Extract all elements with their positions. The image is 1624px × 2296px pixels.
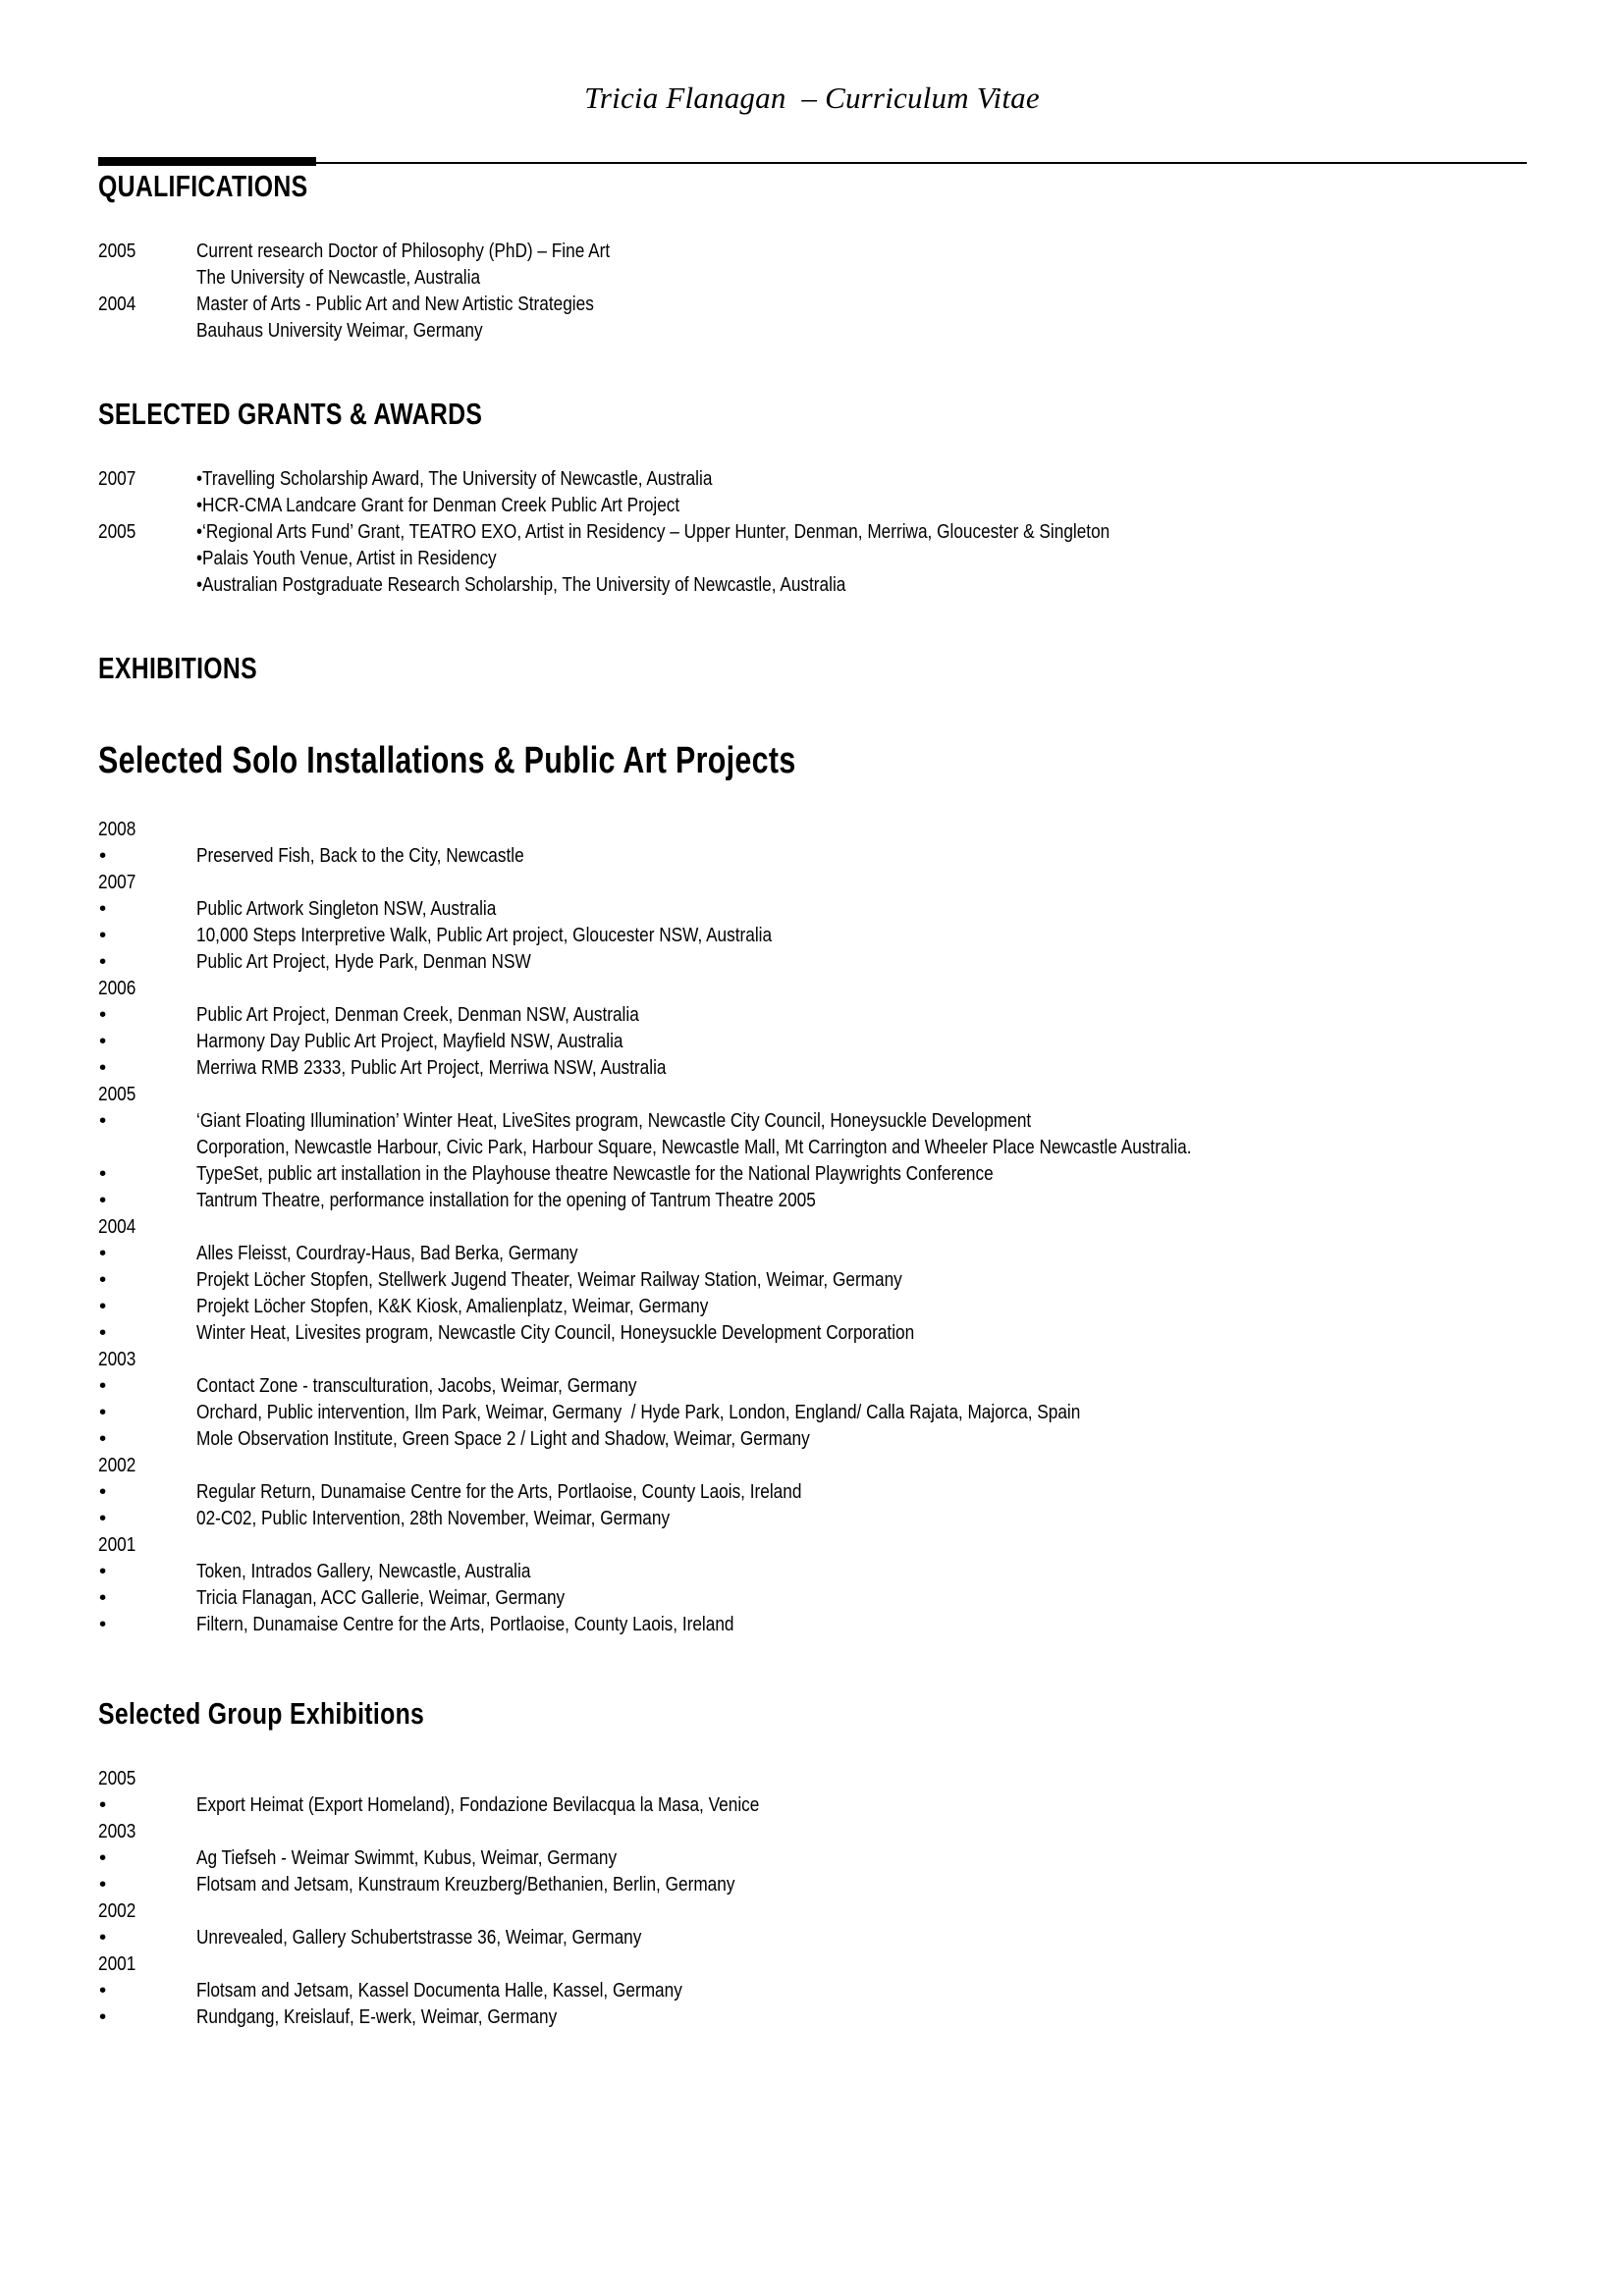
entry-row bbox=[98, 1844, 1532, 1871]
entry-text: Projekt Löcher Stopfen, Stellwerk Jugend Theater, Weimar Railway Station, Weimar, Germany bbox=[196, 1268, 902, 1291]
entry-text: Regular Return, Dunamaise Centre for the Arts, Portlaoise, County Laois, Ireland bbox=[196, 1480, 802, 1503]
entry-year: 2004 bbox=[98, 1215, 136, 1238]
sub-heading-solo: Selected Solo Installations & Public Art Projects bbox=[98, 740, 796, 781]
entry-text: •‘Regional Arts Fund’ Grant, TEATRO EXO, Artist in Residency – Upper Hunter, Denman, Merriwa, Gloucester & Singleton bbox=[196, 520, 1110, 543]
entry-text: Harmony Day Public Art Project, Mayfield NSW, Australia bbox=[196, 1030, 623, 1052]
entry-row bbox=[98, 1372, 1532, 1399]
entry-row bbox=[98, 1871, 1532, 1897]
entry-year: 2005 bbox=[98, 240, 136, 262]
entry-row bbox=[98, 1213, 1532, 1240]
entry-text: Projekt Löcher Stopfen, K&K Kiosk, Amalienplatz, Weimar, Germany bbox=[196, 1295, 709, 1317]
spacer bbox=[98, 1732, 1532, 1765]
entry-row bbox=[98, 1818, 1532, 1844]
entry-row bbox=[98, 1134, 1532, 1160]
bullet-icon: • bbox=[99, 1030, 107, 1052]
entry-row bbox=[98, 2003, 1532, 2030]
entry-year: 2006 bbox=[98, 977, 136, 999]
grants-list bbox=[98, 465, 1532, 598]
entry-text: 10,000 Steps Interpretive Walk, Public Art project, Gloucester NSW, Australia bbox=[196, 924, 773, 946]
spacer bbox=[98, 432, 1532, 465]
entry-row bbox=[98, 869, 1532, 895]
entry-row bbox=[98, 1977, 1532, 2003]
bullet-icon: • bbox=[99, 1295, 107, 1317]
entry-row bbox=[98, 1452, 1532, 1478]
bullet-icon: • bbox=[99, 1979, 107, 2002]
bullet-icon: • bbox=[99, 1480, 107, 1503]
document-header bbox=[0, 80, 1624, 116]
sub-heading-group: Selected Group Exhibitions bbox=[98, 1696, 425, 1731]
entry-row bbox=[98, 1054, 1532, 1081]
entry-row bbox=[98, 1187, 1532, 1213]
entry-row bbox=[98, 1399, 1532, 1425]
entry-row bbox=[98, 1584, 1532, 1611]
entry-text: Export Heimat (Export Homeland), Fondazione Bevilacqua la Masa, Venice bbox=[196, 1793, 760, 1816]
entry-text: •Palais Youth Venue, Artist in Residency bbox=[196, 547, 497, 569]
entry-row bbox=[98, 1558, 1532, 1584]
entry-row bbox=[98, 1081, 1532, 1107]
entry-row bbox=[98, 1611, 1532, 1637]
entry-year: 2007 bbox=[98, 467, 136, 490]
entry-text: Corporation, Newcastle Harbour, Civic Park, Harbour Square, Newcastle Mall, Mt Carrington and Wheeler Place Newcastle Australia. bbox=[196, 1136, 1192, 1158]
bullet-icon: • bbox=[99, 1374, 107, 1397]
entry-row bbox=[98, 816, 1532, 842]
bullet-icon: • bbox=[99, 950, 107, 973]
entry-row bbox=[98, 264, 1532, 291]
entry-row bbox=[98, 1425, 1532, 1452]
spacer bbox=[98, 204, 1532, 238]
entry-year: 2005 bbox=[98, 1083, 136, 1105]
entry-row bbox=[98, 1266, 1532, 1293]
spacer bbox=[98, 344, 1532, 397]
bullet-icon: • bbox=[99, 1162, 107, 1185]
bullet-icon: • bbox=[99, 1586, 107, 1609]
entry-text: Current research Doctor of Philosophy (PhD) – Fine Art bbox=[196, 240, 611, 262]
entry-text: Unrevealed, Gallery Schubertstrasse 36, Weimar, Germany bbox=[196, 1926, 642, 1949]
bullet-icon: • bbox=[99, 844, 107, 867]
entry-row bbox=[98, 1293, 1532, 1319]
spacer bbox=[98, 598, 1532, 651]
entry-row bbox=[98, 1240, 1532, 1266]
bullet-icon: • bbox=[99, 1560, 107, 1582]
entry-text: Contact Zone - transculturation, Jacobs, Weimar, Germany bbox=[196, 1374, 637, 1397]
bullet-icon: • bbox=[99, 924, 107, 946]
bullet-icon: • bbox=[99, 1401, 107, 1423]
entry-text: •Travelling Scholarship Award, The University of Newcastle, Australia bbox=[196, 467, 713, 490]
entry-text: •Australian Postgraduate Research Scholarship, The University of Newcastle, Australia bbox=[196, 573, 846, 596]
section-heading-exhibitions: EXHIBITIONS bbox=[98, 651, 257, 685]
entry-row bbox=[98, 1160, 1532, 1187]
spacer bbox=[98, 1637, 1532, 1696]
bullet-icon: • bbox=[99, 1613, 107, 1635]
entry-text: Public Art Project, Hyde Park, Denman NSW bbox=[196, 950, 531, 973]
entry-year: 2005 bbox=[98, 1767, 136, 1789]
entry-year: 2004 bbox=[98, 293, 136, 315]
entry-text: Filtern, Dunamaise Centre for the Arts, Portlaoise, County Laois, Ireland bbox=[196, 1613, 734, 1635]
entry-row bbox=[98, 1950, 1532, 1977]
entry-row bbox=[98, 1001, 1532, 1028]
entry-text: Merriwa RMB 2333, Public Art Project, Merriwa NSW, Australia bbox=[196, 1056, 667, 1079]
entry-text: Token, Intrados Gallery, Newcastle, Australia bbox=[196, 1560, 531, 1582]
entry-year: 2001 bbox=[98, 1533, 136, 1556]
entry-row bbox=[98, 895, 1532, 922]
entry-row bbox=[98, 465, 1532, 492]
entry-row bbox=[98, 1765, 1532, 1791]
entry-row bbox=[98, 1478, 1532, 1505]
bullet-icon: • bbox=[99, 1242, 107, 1264]
entry-text: 02-C02, Public Intervention, 28th November, Weimar, Germany bbox=[196, 1507, 671, 1529]
entry-text: The University of Newcastle, Australia bbox=[196, 266, 481, 289]
entry-text: Flotsam and Jetsam, Kunstraum Kreuzberg/Bethanien, Berlin, Germany bbox=[196, 1873, 735, 1896]
section-heading-grants: SELECTED GRANTS & AWARDS bbox=[98, 397, 483, 431]
entry-text: Rundgang, Kreislauf, E-werk, Weimar, Germany bbox=[196, 2005, 558, 2028]
entry-text: TypeSet, public art installation in the Playhouse theatre Newcastle for the National Playwrights Conference bbox=[196, 1162, 994, 1185]
entry-row bbox=[98, 1028, 1532, 1054]
entry-row bbox=[98, 922, 1532, 948]
entry-year: 2007 bbox=[98, 871, 136, 893]
bullet-icon: • bbox=[99, 1109, 107, 1132]
entry-row bbox=[98, 1107, 1532, 1134]
bullet-icon: • bbox=[99, 1926, 107, 1949]
section-heading-qualifications: QUALIFICATIONS bbox=[98, 169, 308, 203]
bullet-icon: • bbox=[99, 897, 107, 920]
entry-year: 2002 bbox=[98, 1899, 136, 1922]
cv-content bbox=[98, 169, 1532, 2030]
entry-row bbox=[98, 317, 1532, 344]
entry-text: Public Artwork Singleton NSW, Australia bbox=[196, 897, 497, 920]
entry-text: Orchard, Public intervention, Ilm Park, Weimar, Germany / Hyde Park, London, England/ Calla Rajata, Majorca, Spain bbox=[196, 1401, 1081, 1423]
bullet-icon: • bbox=[99, 1003, 107, 1026]
bullet-icon: • bbox=[99, 1507, 107, 1529]
bullet-icon: • bbox=[99, 1189, 107, 1211]
bullet-icon: • bbox=[99, 1846, 107, 1869]
bullet-icon: • bbox=[99, 1793, 107, 1816]
entry-row bbox=[98, 842, 1532, 869]
entry-row bbox=[98, 1897, 1532, 1924]
entry-row bbox=[98, 948, 1532, 975]
page-title: Tricia Flanagan – Curriculum Vitae bbox=[584, 80, 1040, 115]
entry-text: Public Art Project, Denman Creek, Denman NSW, Australia bbox=[196, 1003, 639, 1026]
entry-text: •HCR-CMA Landcare Grant for Denman Creek Public Art Project bbox=[196, 494, 680, 516]
bullet-icon: • bbox=[99, 1268, 107, 1291]
entry-row bbox=[98, 975, 1532, 1001]
bullet-icon: • bbox=[99, 1321, 107, 1344]
entry-year: 2001 bbox=[98, 1952, 136, 1975]
solo-exhibitions-list bbox=[98, 816, 1532, 1637]
entry-text: Alles Fleisst, Courdray-Haus, Bad Berka, Germany bbox=[196, 1242, 578, 1264]
entry-row bbox=[98, 291, 1532, 317]
entry-year: 2002 bbox=[98, 1454, 136, 1476]
entry-text: Master of Arts - Public Art and New Artistic Strategies bbox=[196, 293, 594, 315]
entry-text: Mole Observation Institute, Green Space 2 / Light and Shadow, Weimar, Germany bbox=[196, 1427, 810, 1450]
entry-row bbox=[98, 1791, 1532, 1818]
entry-row bbox=[98, 1505, 1532, 1531]
entry-row bbox=[98, 518, 1532, 545]
divider-thick-line bbox=[98, 157, 316, 166]
entry-year: 2005 bbox=[98, 520, 136, 543]
bullet-icon: • bbox=[99, 1427, 107, 1450]
spacer bbox=[98, 686, 1532, 739]
entry-text: Tantrum Theatre, performance installation for the opening of Tantrum Theatre 2005 bbox=[196, 1189, 816, 1211]
spacer bbox=[98, 782, 1532, 816]
entry-year: 2003 bbox=[98, 1348, 136, 1370]
qualifications-list bbox=[98, 238, 1532, 344]
entry-row bbox=[98, 238, 1532, 264]
entry-text: Winter Heat, Livesites program, Newcastle City Council, Honeysuckle Development Corporation bbox=[196, 1321, 915, 1344]
entry-text: Preserved Fish, Back to the City, Newcastle bbox=[196, 844, 524, 867]
header-divider bbox=[98, 157, 1527, 167]
entry-row bbox=[98, 1531, 1532, 1558]
entry-text: Flotsam and Jetsam, Kassel Documenta Halle, Kassel, Germany bbox=[196, 1979, 682, 2002]
bullet-icon: • bbox=[99, 1056, 107, 1079]
entry-text: ‘Giant Floating Illumination’ Winter Heat, LiveSites program, Newcastle City Council, Honeysuckle Development bbox=[196, 1109, 1032, 1132]
bullet-icon: • bbox=[99, 1873, 107, 1896]
entry-year: 2008 bbox=[98, 818, 136, 840]
bullet-icon: • bbox=[99, 2005, 107, 2028]
entry-row bbox=[98, 571, 1532, 598]
entry-row bbox=[98, 492, 1532, 518]
entry-row bbox=[98, 545, 1532, 571]
entry-text: Bauhaus University Weimar, Germany bbox=[196, 319, 483, 342]
entry-row bbox=[98, 1319, 1532, 1346]
entry-row bbox=[98, 1924, 1532, 1950]
entry-year: 2003 bbox=[98, 1820, 136, 1842]
entry-row bbox=[98, 1346, 1532, 1372]
entry-text: Ag Tiefseh - Weimar Swimmt, Kubus, Weimar, Germany bbox=[196, 1846, 618, 1869]
entry-text: Tricia Flanagan, ACC Gallerie, Weimar, Germany bbox=[196, 1586, 566, 1609]
group-exhibitions-list bbox=[98, 1765, 1532, 2030]
